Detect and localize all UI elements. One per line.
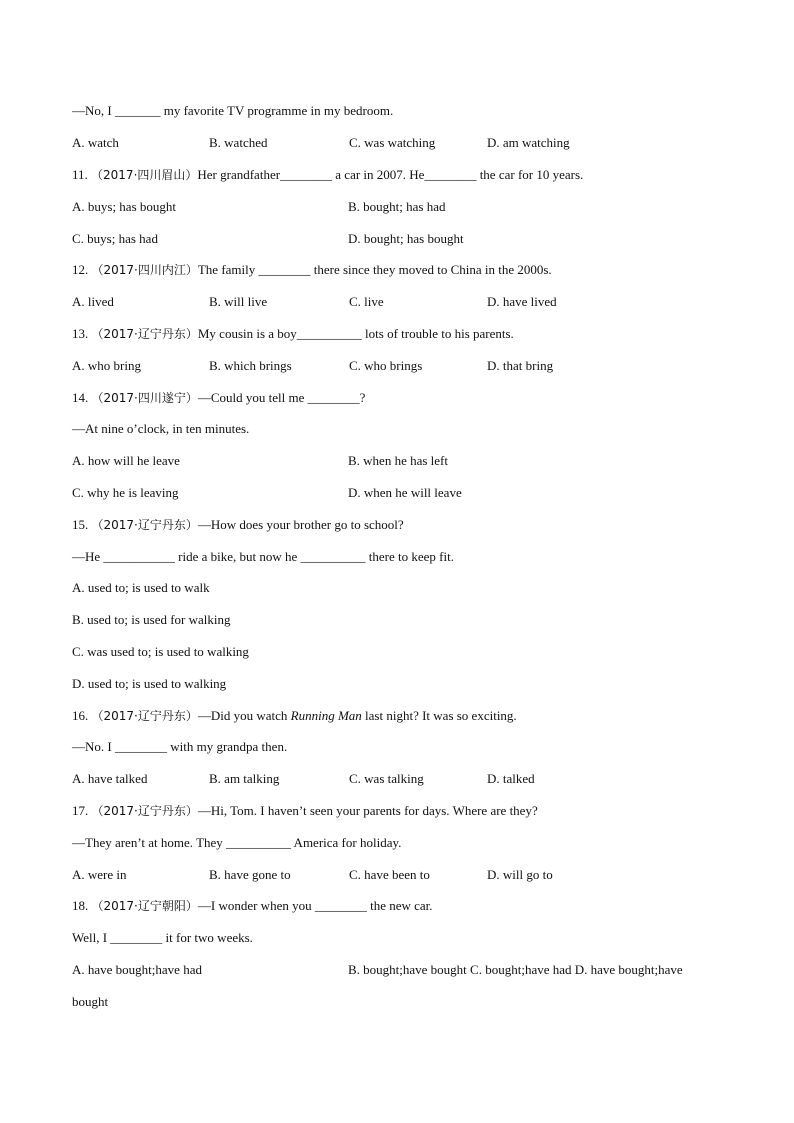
q13-option-b: B. which brings bbox=[209, 358, 292, 373]
q17-option-c: C. have been to bbox=[349, 867, 430, 882]
q14-option-b: B. when he has left bbox=[348, 453, 449, 468]
q12-number: 12. bbox=[72, 262, 89, 277]
q18-text: —I wonder when you ________ the new car. bbox=[197, 898, 433, 913]
q16-text-post: last night? It was so exciting. bbox=[361, 708, 517, 723]
q16-number: 16. bbox=[72, 708, 89, 723]
q17-option-a: A. were in bbox=[72, 867, 127, 882]
q11-source: （2017·四川眉山） bbox=[91, 168, 198, 182]
q17-stem bbox=[72, 803, 538, 819]
q14-option-d: D. when he will leave bbox=[348, 485, 462, 500]
q16-option-d: D. talked bbox=[487, 771, 535, 786]
q14-answer-line: —At nine o’clock, in ten minutes. bbox=[72, 421, 250, 436]
q15-option-a: A. used to; is used to walk bbox=[72, 580, 210, 595]
q18-number: 18. bbox=[72, 898, 89, 913]
q16-show-title: Running Man bbox=[290, 708, 362, 723]
q12-option-b: B. will live bbox=[209, 294, 268, 309]
q12-stem bbox=[72, 262, 552, 278]
q11-option-c: C. buys; has had bbox=[72, 231, 158, 246]
q13-option-d: D. that bring bbox=[487, 358, 554, 373]
q13-text: My cousin is a boy__________ lots of trouble to his parents. bbox=[197, 326, 514, 341]
q15-answer-line: —He ___________ ride a bike, but now he __________ there to keep fit. bbox=[72, 549, 454, 564]
q10-option-b: B. watched bbox=[209, 135, 268, 150]
q15-option-c: C. was used to; is used to walking bbox=[72, 644, 249, 659]
q14-stem bbox=[72, 390, 365, 406]
q16-source: （2017·辽宁丹东） bbox=[91, 709, 198, 723]
q15-number: 15. bbox=[72, 517, 89, 532]
q16-option-b: B. am talking bbox=[209, 771, 280, 786]
q12-option-d: D. have lived bbox=[487, 294, 557, 309]
q12-option-a: A. lived bbox=[72, 294, 114, 309]
q18-option-a: A. have bought;have had bbox=[72, 962, 202, 977]
q10-option-c: C. was watching bbox=[349, 135, 436, 150]
q11-option-a: A. buys; has bought bbox=[72, 199, 176, 214]
q10-option-d: D. am watching bbox=[487, 135, 570, 150]
q16-answer-line: —No. I ________ with my grandpa then. bbox=[72, 739, 288, 754]
q15-source: （2017·辽宁丹东） bbox=[91, 518, 198, 532]
q18-answer-line: Well, I ________ it for two weeks. bbox=[72, 930, 253, 945]
q14-text: —Could you tell me ________? bbox=[197, 390, 366, 405]
q11-option-b: B. bought; has had bbox=[348, 199, 446, 214]
q11-option-d: D. bought; has bought bbox=[348, 231, 464, 246]
q12-text: The family ________ there since they moved to China in the 2000s. bbox=[197, 262, 552, 277]
q13-source: （2017·辽宁丹东） bbox=[91, 327, 198, 341]
q14-source: （2017·四川遂宁） bbox=[91, 391, 198, 405]
q17-number: 17. bbox=[72, 803, 89, 818]
q18-source: （2017·辽宁朝阳） bbox=[91, 899, 198, 913]
q13-option-a: A. who bring bbox=[72, 358, 141, 373]
q17-source: （2017·辽宁丹东） bbox=[91, 804, 198, 818]
q18-options-bcd: B. bought;have bought C. bought;have had D. have bought;have bbox=[348, 962, 683, 977]
q17-answer-line: —They aren’t at home. They __________ America for holiday. bbox=[72, 835, 402, 850]
q17-option-d: D. will go to bbox=[487, 867, 553, 882]
q13-number: 13. bbox=[72, 326, 89, 341]
q10-option-a: A. watch bbox=[72, 135, 119, 150]
q10-answer-line: —No, I _______ my favorite TV programme in my bedroom. bbox=[72, 103, 394, 118]
q16-option-c: C. was talking bbox=[349, 771, 424, 786]
q17-text: —Hi, Tom. I haven’t seen your parents for days. Where are they? bbox=[197, 803, 538, 818]
q18-stem bbox=[72, 898, 433, 914]
q15-option-d: D. used to; is used to walking bbox=[72, 676, 227, 691]
q16-stem bbox=[72, 708, 517, 724]
q17-option-b: B. have gone to bbox=[209, 867, 291, 882]
q15-option-b: B. used to; is used for walking bbox=[72, 612, 231, 627]
q12-option-c: C. live bbox=[349, 294, 384, 309]
q15-stem bbox=[72, 517, 404, 533]
q14-number: 14. bbox=[72, 390, 89, 405]
q14-option-c: C. why he is leaving bbox=[72, 485, 179, 500]
q13-option-c: C. who brings bbox=[349, 358, 423, 373]
q15-text: —How does your brother go to school? bbox=[197, 517, 404, 532]
q16-text-pre: —Did you watch bbox=[197, 708, 291, 723]
q11-text: Her grandfather________ a car in 2007. He________ the car for 10 years. bbox=[197, 167, 584, 182]
q11-stem bbox=[72, 167, 583, 183]
q11-number: 11. bbox=[72, 167, 88, 182]
q14-option-a: A. how will he leave bbox=[72, 453, 180, 468]
q12-source: （2017·四川内江） bbox=[91, 263, 198, 277]
q18-option-d-wrap: bought bbox=[72, 994, 109, 1009]
q13-stem bbox=[72, 326, 514, 342]
q16-option-a: A. have talked bbox=[72, 771, 148, 786]
